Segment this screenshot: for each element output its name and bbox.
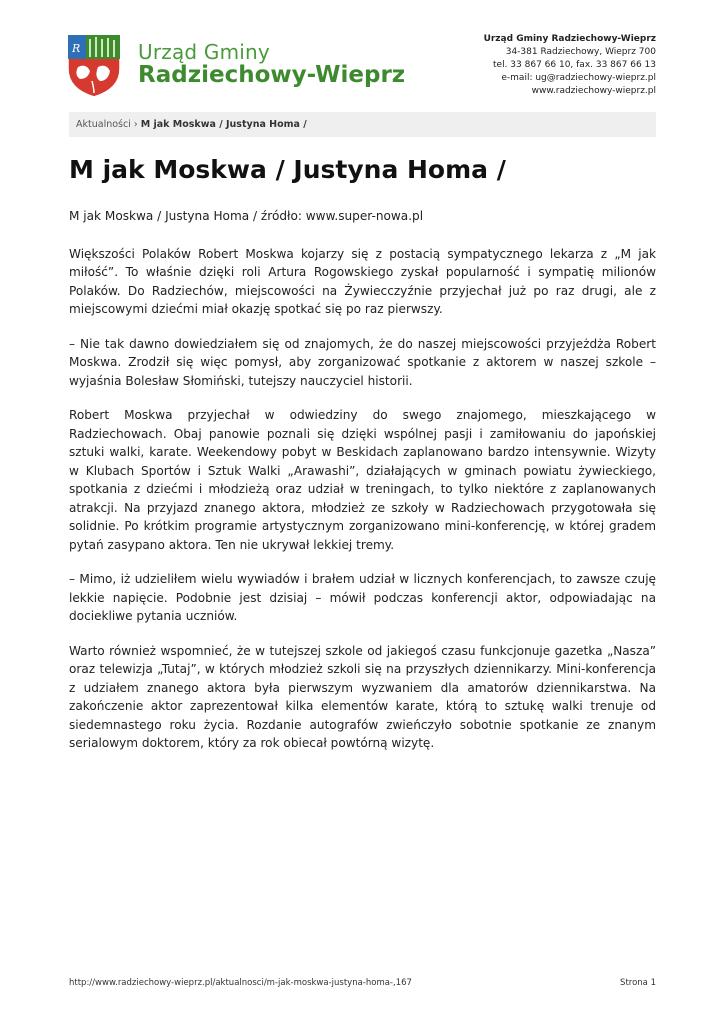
breadcrumb [69,112,656,137]
contact-phone: tel. 33 867 66 10, fax. 33 867 66 13 [493,60,656,70]
article-body [69,207,656,769]
page-header [0,0,725,110]
contact-address: 34-381 Radziechowy, Wieprz 700 [505,47,656,57]
article-source: M jak Moskwa / Justyna Homa / źródło: www.super-nowa.pl [69,209,424,223]
coat-of-arms-icon [66,33,122,99]
breadcrumb-current: M jak Moskwa / Justyna Homa / [140,119,307,130]
contact-email[interactable]: e-mail: ug@radziechowy-wieprz.pl [501,73,656,83]
contact-website[interactable]: www.radziechowy-wieprz.pl [531,86,656,96]
article-paragraph: – Nie tak dawno dowiedziałem się od znajomych, że do naszej miejscowości przyjeżdża Robert Moskwa. Zrodził się więc pomysł, aby zorganizować spotkanie z aktorem w naszej szkole – wyjaśnia Bolesław Słomiński, tutejszy nauczyciel historii. [69,336,656,388]
logo-title-line1: Urząd Gminy [138,40,270,64]
footer-url[interactable]: http://www.radziechowy-wieprz.pl/aktualnosci/m-jak-moskwa-justyna-homa-,167 [69,978,412,988]
article-paragraph: – Mimo, iż udzieliłem wielu wywiadów i brałem udział w licznych konferencjach, to zawsze czuję lekkie napięcie. Podobnie jest dzisiaj – mówił podczas konferencji aktor, odpowiadając na dociekliwe pytania uczniów. [69,572,656,623]
contact-block [484,33,656,98]
page-footer [69,978,656,988]
article-paragraph: Warto również wspomnieć, że w tutejszej szkole od jakiegoś czasu funkcjonuje gazetka „Nasza” oraz telewizja „Tutaj”, w których młodzież szkoli się na przyszłych dziennikarzy. Mini-konferencja z udziałem znanego aktora była pierwszym wyzwaniem dla amatorów dziennikarstwa. Na zakończenie aktor zaprezentował kilka elementów karate, którą to sztukę walki trenuje od siedemnastego roku życia. Rozdanie autografów zwieńczyło sobotnie spotkanie ze znanym serialowym doktorem, który za rok obiecał powtórną wizytę. [69,643,656,750]
breadcrumb-link-aktualnosci[interactable]: Aktualności [76,119,131,130]
logo-title-line2: Radziechowy-Wieprz [138,62,406,88]
page-title: M jak Moskwa / Justyna Homa / [69,155,506,184]
footer-page-number: Strona 1 [620,978,656,988]
breadcrumb-separator: › [133,119,138,130]
article-paragraph: Robert Moskwa przyjechał w odwiedziny do swego znajomego, mieszkającego w Radziechowach. Obaj panowie poznali się dzięki wspólnej pasji i zamiłowaniu do japońskiej sztuki walki, karate. Weekendowy pobyt w Beskidach zaplanowano bardzo intensywnie. Wizyty w Klubach Sportów i Sztuk Walki „Arawashi”, działających w gminach powiatu żywieckiego, spotkania z dziećmi i młodzieżą oraz udział w treningach, to tylko niektóre z zaplanowanych atrakcji. Na przyjazd znanego aktora, młodzież ze szkoły w Radziechowach przygotowała się solidnie. Po krótkim programie artystycznym zorganizowano mini-konferencję, w której gradem pytań zasypano aktora. Ten nie ukrywał lekkiej tremy. [69,408,656,552]
article-paragraph: Większości Polaków Robert Moskwa kojarzy się z postacią sympatycznego lekarza z „M jak miłość”. To właśnie dzięki roli Artura Rogowskiego zyskał popularność i sympatię milionów Polaków. Do Radziechów, miejscowości na Żywiecczyźnie przyjechał już po raz drugi, ale z miejscowymi dziećmi miał okazję spotkać się po raz pierwszy. [69,246,656,316]
svg-text:R: R [72,42,81,55]
contact-org-name: Urząd Gminy Radziechowy-Wieprz [483,34,656,44]
